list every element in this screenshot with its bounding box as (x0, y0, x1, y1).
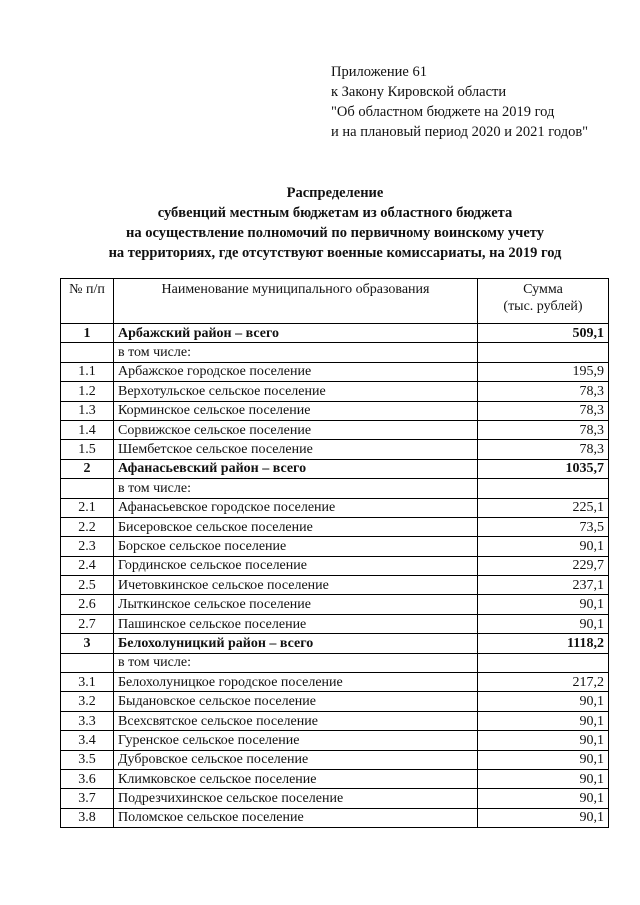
table-row (61, 440, 609, 459)
title-line: субвенций местным бюджетам из областного бюджета (157, 205, 513, 221)
row-sum (478, 479, 609, 498)
row-sum: 73,5 (478, 517, 609, 536)
row-number: 2.5 (61, 576, 114, 595)
row-sum: 90,1 (478, 769, 609, 788)
row-name: Корминское сельское поселение (114, 401, 478, 420)
row-sum: 90,1 (478, 808, 609, 827)
table-row-district-total (61, 634, 609, 653)
row-name: Верхотульское сельское поселение (114, 382, 478, 401)
row-sum: 90,1 (478, 614, 609, 633)
appendix-header (331, 62, 588, 142)
row-number: 3.2 (61, 692, 114, 711)
row-name: Всехсвятское сельское поселение (114, 711, 478, 730)
header-sum-line2: (тыс. рублей) (503, 299, 583, 314)
table-row (61, 614, 609, 633)
table-row-district-total (61, 459, 609, 478)
row-sum: 78,3 (478, 420, 609, 439)
table-row (61, 595, 609, 614)
row-name: Климковское сельское поселение (114, 769, 478, 788)
header-name-label: Наименование муниципального образования (161, 282, 430, 297)
row-number: 1.5 (61, 440, 114, 459)
appendix-line: Приложение 61 (331, 64, 427, 80)
row-name: Гординское сельское поселение (114, 556, 478, 575)
table-row (61, 479, 609, 498)
table-row (61, 382, 609, 401)
table-row (61, 731, 609, 750)
row-name: Бисеровское сельское поселение (114, 517, 478, 536)
row-sum: 217,2 (478, 673, 609, 692)
table-row (61, 537, 609, 556)
table-row (61, 750, 609, 769)
row-sum: 78,3 (478, 382, 609, 401)
row-number: 1.1 (61, 362, 114, 381)
row-number: 3 (61, 634, 114, 653)
table-body (61, 324, 609, 828)
row-sum: 90,1 (478, 750, 609, 769)
row-name: в том числе: (114, 343, 478, 362)
row-name: Афанасьевский район – всего (114, 459, 478, 478)
header-name (114, 279, 478, 324)
title-line: на осуществление полномочий по первичному воинскому учету (126, 225, 544, 241)
table-row (61, 401, 609, 420)
row-name: Пашинское сельское поселение (114, 614, 478, 633)
row-sum (478, 343, 609, 362)
document-title (60, 183, 610, 263)
table-row (61, 653, 609, 672)
row-sum: 78,3 (478, 401, 609, 420)
row-sum: 237,1 (478, 576, 609, 595)
row-name: в том числе: (114, 653, 478, 672)
table-row (61, 769, 609, 788)
table-row (61, 517, 609, 536)
row-number (61, 653, 114, 672)
appendix-line: к Закону Кировской области (331, 84, 507, 100)
row-number: 3.3 (61, 711, 114, 730)
row-sum (478, 653, 609, 672)
row-number: 3.7 (61, 789, 114, 808)
row-number: 2.2 (61, 517, 114, 536)
table-row (61, 556, 609, 575)
row-sum: 1035,7 (478, 459, 609, 478)
row-name: Сорвижское сельское поселение (114, 420, 478, 439)
row-name: Арбажское городское поселение (114, 362, 478, 381)
row-name: Арбажский район – всего (114, 324, 478, 343)
row-sum: 90,1 (478, 692, 609, 711)
row-name: Лыткинское сельское поселение (114, 595, 478, 614)
row-sum: 509,1 (478, 324, 609, 343)
header-sum (478, 279, 609, 324)
row-sum: 90,1 (478, 789, 609, 808)
row-number: 2.3 (61, 537, 114, 556)
row-sum: 229,7 (478, 556, 609, 575)
table-row (61, 673, 609, 692)
table-row (61, 576, 609, 595)
row-number: 2.1 (61, 498, 114, 517)
row-name: Поломское сельское поселение (114, 808, 478, 827)
row-number: 3.1 (61, 673, 114, 692)
row-name: Подрезчихинское сельское поселение (114, 789, 478, 808)
title-line: на территориях, где отсутствуют военные комиссариаты, на 2019 год (108, 245, 562, 261)
row-sum: 195,9 (478, 362, 609, 381)
row-number: 1 (61, 324, 114, 343)
table-row (61, 343, 609, 362)
row-number: 2.4 (61, 556, 114, 575)
appendix-line: и на плановый период 2020 и 2021 годов" (331, 124, 589, 140)
row-sum: 78,3 (478, 440, 609, 459)
row-sum: 90,1 (478, 731, 609, 750)
row-name: Быдановское сельское поселение (114, 692, 478, 711)
table-row (61, 789, 609, 808)
table-row (61, 498, 609, 517)
row-name: Белохолуницкий район – всего (114, 634, 478, 653)
table-row (61, 711, 609, 730)
table-row (61, 808, 609, 827)
row-name: в том числе: (114, 479, 478, 498)
table-row (61, 692, 609, 711)
row-number: 3.5 (61, 750, 114, 769)
appendix-line: "Об областном бюджете на 2019 год (331, 104, 555, 120)
title-line: Распределение (286, 185, 384, 201)
row-name: Афанасьевское городское поселение (114, 498, 478, 517)
row-number: 2.6 (61, 595, 114, 614)
row-number: 2 (61, 459, 114, 478)
header-sum-line1: Сумма (523, 282, 563, 297)
row-number (61, 343, 114, 362)
row-number: 1.3 (61, 401, 114, 420)
header-number: № п/п (61, 279, 114, 324)
row-name: Шембетское сельское поселение (114, 440, 478, 459)
distribution-table (60, 278, 609, 828)
row-name: Гуренское сельское поселение (114, 731, 478, 750)
row-number: 3.4 (61, 731, 114, 750)
row-sum: 90,1 (478, 711, 609, 730)
row-name: Борское сельское поселение (114, 537, 478, 556)
table-row (61, 420, 609, 439)
row-number (61, 479, 114, 498)
row-sum: 90,1 (478, 537, 609, 556)
row-number: 3.6 (61, 769, 114, 788)
table-row-district-total (61, 324, 609, 343)
row-sum: 225,1 (478, 498, 609, 517)
row-number: 3.8 (61, 808, 114, 827)
row-name: Белохолуницкое городское поселение (114, 673, 478, 692)
table-header-row (61, 279, 609, 324)
row-sum: 1118,2 (478, 634, 609, 653)
row-number: 1.4 (61, 420, 114, 439)
row-name: Дубровское сельское поселение (114, 750, 478, 769)
row-sum: 90,1 (478, 595, 609, 614)
table-row (61, 362, 609, 381)
row-number: 1.2 (61, 382, 114, 401)
row-name: Ичетовкинское сельское поселение (114, 576, 478, 595)
row-number: 2.7 (61, 614, 114, 633)
